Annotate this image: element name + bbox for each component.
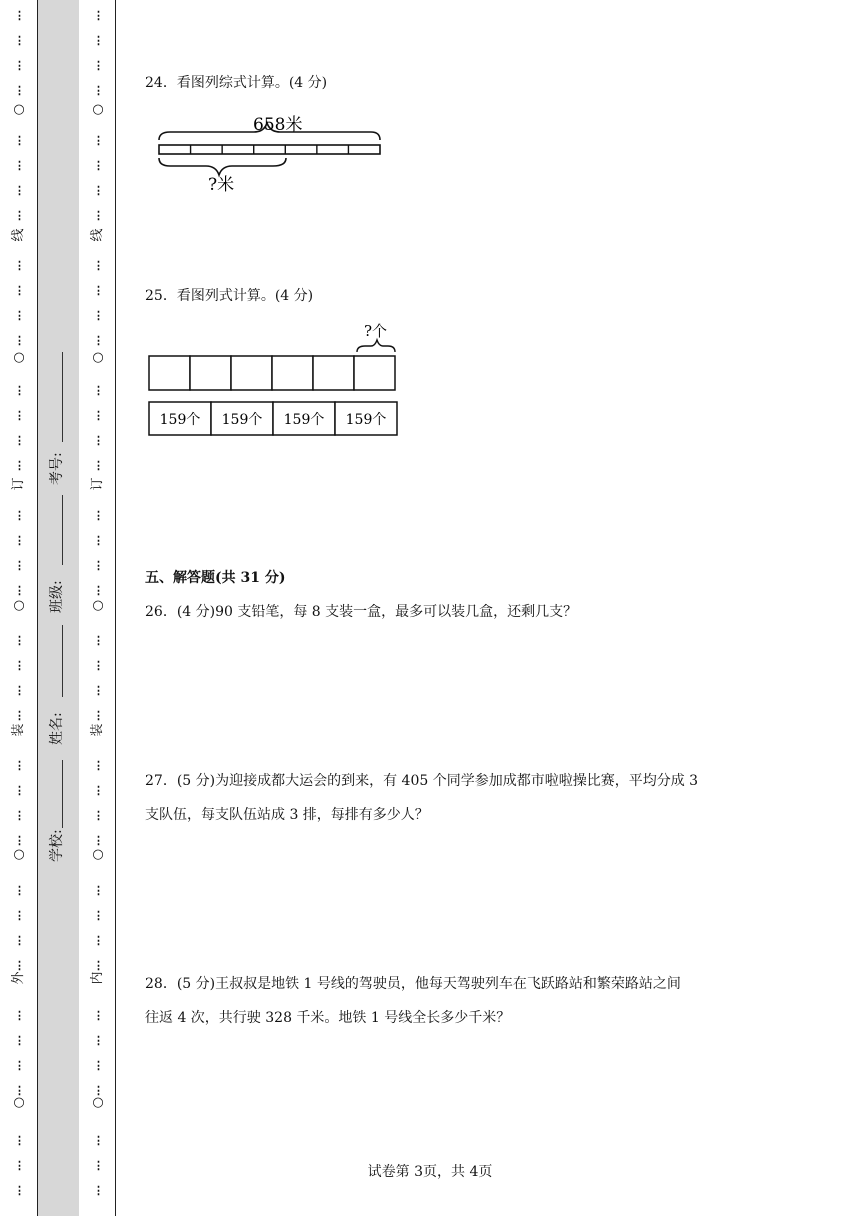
dot-separator: ⋮	[93, 1134, 103, 1147]
dot-separator: ⋮	[14, 34, 24, 47]
page-footer: 试卷第 3页，共 4页	[367, 1164, 493, 1180]
dot-separator: ⋮	[14, 134, 24, 147]
dot-separator: ⋮	[93, 834, 103, 847]
dot-separator: ⋮	[14, 84, 24, 97]
dot-separator: ⋮	[14, 309, 24, 322]
class-field-line	[62, 495, 63, 565]
dot-separator: ⋮	[93, 309, 103, 322]
dot-separator: ⋮	[93, 259, 103, 272]
figure-25-box-diagram	[145, 318, 405, 440]
dot-separator: ⋮	[93, 1059, 103, 1072]
dot-separator: ⋮	[14, 434, 24, 447]
dot-separator: ⋮	[93, 559, 103, 572]
dot-separator: ⋮	[93, 1034, 103, 1047]
dot-separator: ⋮	[14, 584, 24, 597]
binding-hole-circle: ○	[13, 350, 25, 365]
question-27-line-1: 27．(5 分)为迎接成都大运会的到来，有 405 个同学参加成都市啦啦操比赛，平均分成 3	[145, 773, 699, 789]
binding-hole-circle: ○	[92, 847, 104, 862]
top-box	[190, 356, 231, 390]
school-field-label: 学校:	[49, 829, 65, 862]
dot-separator: ⋮	[14, 1134, 24, 1147]
binding-hole-circle: ○	[92, 102, 104, 117]
question-25: 25．看图列式计算。(4 分)	[145, 288, 314, 304]
section-5-heading: 五、解答题(共 31 分)	[145, 570, 286, 586]
dot-separator: ⋮	[93, 684, 103, 697]
dot-separator: ⋮	[93, 184, 103, 197]
name-field-line	[62, 625, 63, 697]
dot-separator: ⋮	[93, 634, 103, 647]
inner-cut-mark: 线	[90, 228, 105, 242]
dot-separator: ⋮	[93, 209, 103, 222]
bottom-box-label: 159个	[345, 412, 387, 428]
figure-24-segment-diagram	[150, 108, 400, 200]
dot-separator: ⋮	[14, 459, 24, 472]
dot-separator: ⋮	[93, 709, 103, 722]
dot-separator: ⋮	[14, 59, 24, 72]
dot-separator: ⋮	[14, 1084, 24, 1097]
dot-separator: ⋮	[14, 1184, 24, 1197]
inner-cut-mark: 装	[90, 723, 105, 737]
dot-separator: ⋮	[93, 509, 103, 522]
dot-separator: ⋮	[93, 459, 103, 472]
dot-separator: ⋮	[93, 334, 103, 347]
dot-separator: ⋮	[93, 934, 103, 947]
dot-separator: ⋮	[93, 784, 103, 797]
dot-separator: ⋮	[93, 584, 103, 597]
class-field-label: 班级:	[49, 580, 65, 613]
dot-separator: ⋮	[14, 9, 24, 22]
dot-separator: ⋮	[93, 1009, 103, 1022]
outer-cut-mark: 外	[11, 971, 26, 985]
binding-hole-circle: ○	[92, 598, 104, 613]
exam-number-field-label: 考号:	[49, 452, 65, 485]
top-box	[272, 356, 313, 390]
top-box	[354, 356, 395, 390]
question-26: 26．(4 分)90 支铅笔，每 8 支装一盒，最多可以装几盒，还剩几支？	[145, 604, 578, 620]
dot-separator: ⋮	[14, 959, 24, 972]
dot-separator: ⋮	[93, 409, 103, 422]
dot-separator: ⋮	[93, 884, 103, 897]
dot-separator: ⋮	[14, 1034, 24, 1047]
dot-separator: ⋮	[14, 659, 24, 672]
bottom-box-label: 159个	[159, 412, 201, 428]
dot-separator: ⋮	[93, 809, 103, 822]
dot-separator: ⋮	[14, 884, 24, 897]
dot-separator: ⋮	[14, 559, 24, 572]
dot-separator: ⋮	[93, 534, 103, 547]
part-length-label: ?米	[208, 175, 235, 195]
dot-separator: ⋮	[14, 1009, 24, 1022]
binding-hole-circle: ○	[13, 598, 25, 613]
dot-separator: ⋮	[93, 959, 103, 972]
dot-separator: ⋮	[93, 59, 103, 72]
segment-bar	[159, 145, 380, 154]
outer-cut-mark: 线	[11, 228, 26, 242]
dot-separator: ⋮	[14, 159, 24, 172]
dot-separator: ⋮	[93, 1159, 103, 1172]
dot-separator: ⋮	[14, 934, 24, 947]
unknown-part-brace	[357, 340, 395, 352]
dot-separator: ⋮	[14, 909, 24, 922]
outer-cut-mark: 装	[11, 723, 26, 737]
top-box-row	[149, 356, 395, 390]
dot-separator: ⋮	[14, 284, 24, 297]
dot-separator: ⋮	[14, 809, 24, 822]
binding-margin-outer	[0, 0, 37, 1216]
dot-separator: ⋮	[93, 1084, 103, 1097]
dot-separator: ⋮	[93, 909, 103, 922]
total-length-label: 658米	[253, 115, 303, 135]
unknown-part-label: ?个	[364, 322, 388, 340]
top-box	[313, 356, 354, 390]
inner-cut-mark: 内	[90, 971, 105, 985]
top-box	[231, 356, 272, 390]
dot-separator: ⋮	[14, 184, 24, 197]
bottom-box-label: 159个	[221, 412, 263, 428]
question-27-line-2: 支队伍，每支队伍站成 3 排，每排有多少人？	[145, 807, 429, 823]
dot-separator: ⋮	[93, 759, 103, 772]
top-box	[149, 356, 190, 390]
dot-separator: ⋮	[14, 259, 24, 272]
dot-separator: ⋮	[14, 534, 24, 547]
bottom-box-row	[149, 402, 397, 435]
binding-hole-circle: ○	[13, 847, 25, 862]
dot-separator: ⋮	[14, 384, 24, 397]
exam-number-field-line	[62, 352, 63, 442]
binding-hole-circle: ○	[13, 102, 25, 117]
binding-margin-inner	[79, 0, 116, 1216]
inner-cut-mark: 订	[90, 477, 105, 491]
dot-separator: ⋮	[93, 1184, 103, 1197]
dot-separator: ⋮	[14, 634, 24, 647]
bottom-box-label: 159个	[283, 412, 325, 428]
dot-separator: ⋮	[93, 384, 103, 397]
question-28-line-1: 28．(5 分)王叔叔是地铁 1 号线的驾驶员，他每天驾驶列车在飞跃路站和繁荣路站之间	[145, 976, 681, 992]
dot-separator: ⋮	[93, 434, 103, 447]
dot-separator: ⋮	[93, 9, 103, 22]
dot-separator: ⋮	[14, 334, 24, 347]
part-length-brace	[159, 158, 286, 175]
question-28-line-2: 往返 4 次，共行驶 328 千米。地铁 1 号线全长多少千米？	[145, 1010, 511, 1026]
dot-separator: ⋮	[14, 834, 24, 847]
dot-separator: ⋮	[14, 209, 24, 222]
name-field-label: 姓名:	[49, 712, 65, 745]
dot-separator: ⋮	[93, 34, 103, 47]
dot-separator: ⋮	[93, 659, 103, 672]
dot-separator: ⋮	[93, 284, 103, 297]
binding-hole-circle: ○	[92, 1095, 104, 1110]
outer-cut-mark: 订	[11, 477, 26, 491]
school-field-line	[62, 760, 63, 828]
dot-separator: ⋮	[93, 159, 103, 172]
dot-separator: ⋮	[14, 684, 24, 697]
dot-separator: ⋮	[14, 409, 24, 422]
dot-separator: ⋮	[14, 784, 24, 797]
question-24: 24．看图列综式计算。(4 分)	[145, 75, 328, 91]
binding-hole-circle: ○	[92, 350, 104, 365]
dot-separator: ⋮	[14, 509, 24, 522]
dot-separator: ⋮	[14, 1159, 24, 1172]
dot-separator: ⋮	[14, 1059, 24, 1072]
dot-separator: ⋮	[93, 84, 103, 97]
dot-separator: ⋮	[14, 709, 24, 722]
dot-separator: ⋮	[14, 759, 24, 772]
binding-hole-circle: ○	[13, 1095, 25, 1110]
dot-separator: ⋮	[93, 134, 103, 147]
